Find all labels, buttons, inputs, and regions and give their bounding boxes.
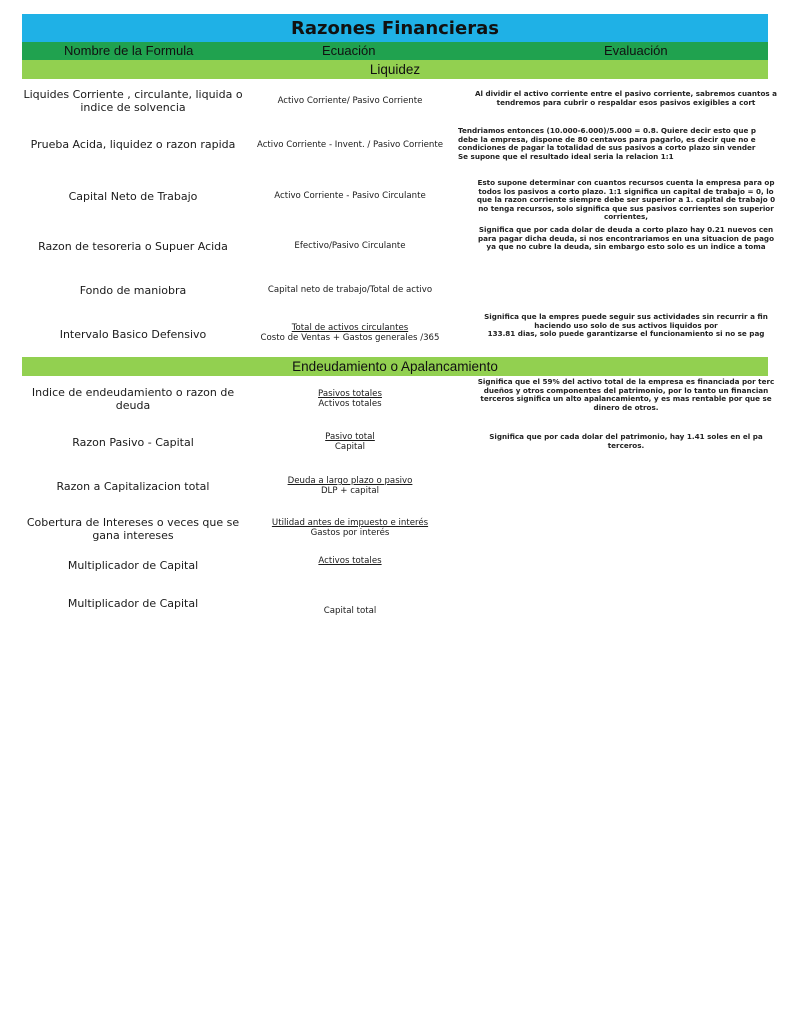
formula-denominator: Capital bbox=[334, 442, 366, 452]
formula-name: Razon Pasivo - Capital bbox=[72, 436, 194, 449]
formula-equation: Activo Corriente - Invent. / Pasivo Corriente bbox=[256, 140, 443, 150]
header-formula-name: Nombre de la Formula bbox=[64, 43, 194, 58]
formula-denominator: Activos totales bbox=[318, 399, 382, 409]
formula-name: Liquides Corriente , circulante, liquida o indice de solvencia bbox=[23, 88, 243, 114]
formula-numerator: Pasivos totales bbox=[318, 389, 382, 399]
formula-name: Razon a Capitalizacion total bbox=[56, 480, 210, 493]
formula-denominator: Costo de Ventas + Gastos generales /365 bbox=[260, 333, 440, 343]
formula-equation: Efectivo/Pasivo Circulante bbox=[294, 241, 406, 251]
table-body bbox=[22, 0, 778, 1024]
formula-denominator: DLP + capital bbox=[320, 486, 380, 496]
page-title: Razones Financieras bbox=[22, 14, 768, 42]
formula-name: Capital Neto de Trabajo bbox=[68, 190, 198, 203]
formula-numerator: Activos totales bbox=[318, 556, 382, 566]
formula-evaluation: Significa que por cada dolar del patrimonio, hay 1.41 soles en el pa terceros. bbox=[489, 432, 763, 450]
formula-name: Cobertura de Intereses o veces que se gana intereses bbox=[26, 516, 240, 542]
section-endeudamiento: Endeudamiento o Apalancamiento bbox=[22, 357, 768, 376]
formula-equation bbox=[248, 323, 452, 343]
formula-equation bbox=[248, 476, 452, 496]
formula-equation bbox=[248, 389, 452, 409]
formula-denominator: Gastos por interés bbox=[310, 528, 390, 538]
formula-name-bottom-text: Multiplicador de Capital bbox=[67, 597, 199, 610]
formula-equation bbox=[248, 606, 452, 616]
formula-evaluation: Tendriamos entonces (10.000-6.000)/5.000 = 0.8. Quiere decir esto que p debe la empresa, dispone de 80 centavos para pagarlo, es decir que no e condiciones de pagar la totalidad de sus pasivos a corto plazo sin vender Se supone que el resultado ideal seria la relacion 1:1 bbox=[458, 126, 757, 161]
formula-numerator: Deuda a largo plazo o pasivo bbox=[287, 476, 413, 486]
header-evaluation: Evaluación bbox=[604, 43, 668, 58]
formula-name: Razon de tesoreria o Supuer Acida bbox=[38, 240, 228, 253]
formula-evaluation: Al dividir el activo corriente entre el pasivo corriente, sabremos cuantos a tendremos para cubrir o respaldar esos pasivos exigibles a cort bbox=[474, 89, 778, 107]
formula-equation: Activo Corriente - Pasivo Circulante bbox=[274, 191, 426, 201]
formula-evaluation: Esto supone determinar con cuantos recursos cuenta la empresa para op todos los pasivos a corto plazo. 1:1 significa un capital de trabajo = 0, lo que la razon corriente siempre debe ser superior a 1. capital de trabajo 0 no tenga recursos, solo significa que sus pasivos corrientes son superior corrientes, bbox=[476, 178, 776, 222]
formula-name-bottom bbox=[22, 597, 244, 610]
formula-name: Indice de endeudamiento o razon de deuda bbox=[31, 386, 235, 412]
formula-equation: Activo Corriente/ Pasivo Corriente bbox=[277, 96, 423, 106]
formula-name: Prueba Acida, liquidez o razon rapida bbox=[30, 138, 236, 151]
formula-equation bbox=[248, 432, 452, 452]
section-liquidez: Liquidez bbox=[22, 60, 768, 79]
formula-name-top bbox=[22, 556, 244, 572]
formula-equation bbox=[248, 518, 452, 538]
formula-equation bbox=[248, 556, 452, 566]
formula-evaluation: Significa que la empres puede seguir sus actividades sin recurrir a fin haciendo uso solo de sus activos liquidos por 133.81 dias, solo puede garantizarse el funcionamiento si no se pag bbox=[484, 312, 768, 339]
header-equation: Ecuación bbox=[322, 43, 376, 58]
formula-name: Intervalo Basico Defensivo bbox=[59, 328, 207, 341]
formula-name-top-text: Multiplicador de Capital bbox=[67, 559, 199, 572]
formula-numerator: Pasivo total bbox=[325, 432, 375, 442]
formula-evaluation: Significa que por cada dolar de deuda a corto plazo hay 0.21 nuevos cen para pagar dicha deuda, si nos encontrariamos en una situacion de pago ya que no cubre la deuda, sin embargo esto solo es un indice a toma bbox=[477, 225, 775, 252]
formula-name: Fondo de maniobra bbox=[79, 284, 187, 297]
formula-numerator: Total de activos circulantes bbox=[291, 323, 409, 333]
formula-denominator: Capital total bbox=[323, 606, 377, 616]
formula-equation: Capital neto de trabajo/Total de activo bbox=[267, 285, 433, 295]
formula-evaluation: Significa que el 59% del activo total de la empresa es financiada por terc dueños y otros componentes del patrimonio, por lo tanto un financian terceros significa un alto apalancamiento, y es mas rentable por que se dinero de otros. bbox=[477, 377, 775, 412]
formula-numerator: Utilidad antes de impuesto e interés bbox=[271, 518, 429, 528]
